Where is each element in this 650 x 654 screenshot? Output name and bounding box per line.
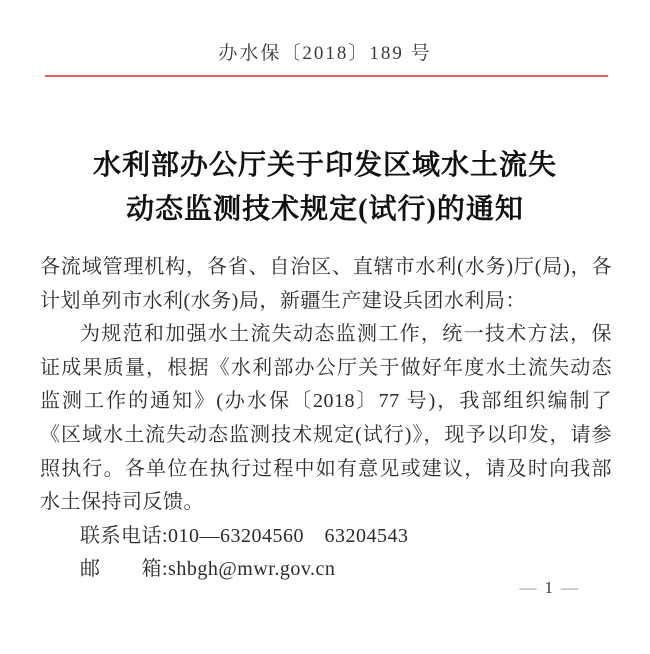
page-number xyxy=(0,578,586,598)
document-title xyxy=(0,144,650,232)
red-divider-line xyxy=(45,75,608,77)
title-line-1: 水利部办公厅关于印发区域水土流失 xyxy=(92,150,557,181)
contact-phone-line: 联系电话:010—63204560 63204543 xyxy=(80,524,409,547)
page-number-dash-right: — xyxy=(561,578,580,597)
contact-email-line: 邮 箱:shbgh@mwr.gov.cn xyxy=(80,558,336,581)
document-body xyxy=(40,251,612,587)
document-number: 办水保〔2018〕189 号 xyxy=(218,43,432,64)
page-number-value: 1 xyxy=(544,578,555,597)
body-paragraph: 为规范和加强水土流失动态监测工作，统一技术方法，保证成果质量，根据《水利部办公厅关于做好年度水土流失动态监测工作的通知》(办水保〔2018〕77 号)，我部组织编制了《区域水土流失动态监测技术规定(试行)》，现予以印发，请参照执行。各单位在执行过程中如有意见或建议，请及时向我部水土保持司反馈。 xyxy=(40,323,612,514)
salutation-paragraph: 各流域管理机构，各省、自治区、直辖市水利(水务)厅(局)，各计划单列市水利(水务)局，新疆生产建设兵团水利局： xyxy=(40,256,612,312)
page-number-dash-left: — xyxy=(519,578,539,597)
title-line-2: 动态监测技术规定(试行)的通知 xyxy=(126,194,524,225)
